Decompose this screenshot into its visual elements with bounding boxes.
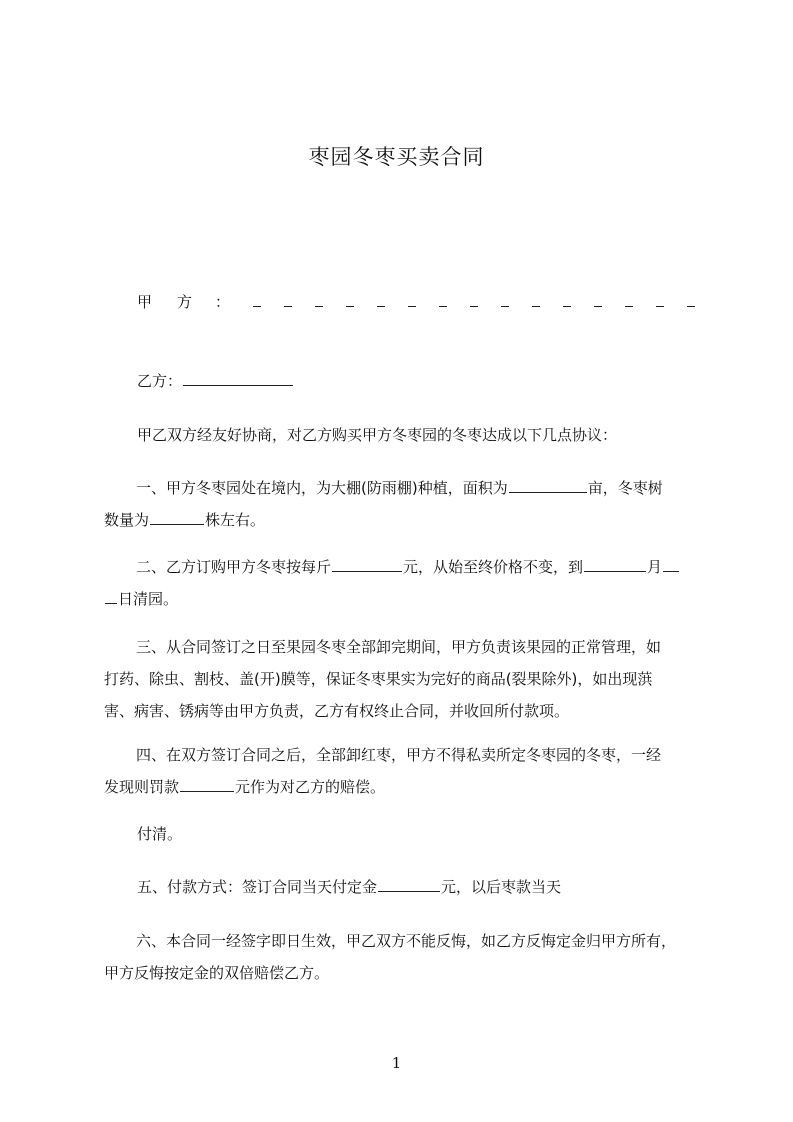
clause-3	[104, 631, 704, 727]
clause-5-text-b: 元，以后枣款当天	[441, 878, 562, 896]
clause-1-text-a: 一、甲方冬枣园处在境内，为大棚(防雨棚)种植，面积为	[136, 479, 508, 497]
clause-2-text-a: 二、乙方订购甲方冬枣按每斤	[136, 558, 332, 576]
clause-6	[104, 925, 704, 989]
party-b-line	[137, 365, 737, 397]
paid-line	[137, 818, 737, 850]
month-blank	[584, 556, 646, 572]
paid-text: 付清。	[137, 825, 183, 843]
clause-1	[104, 472, 704, 536]
intro-text: 甲乙双方经友好协商，对乙方购买甲方冬枣园的冬枣达成以下几点协议：	[137, 426, 618, 444]
area-blank	[509, 477, 587, 493]
tree-count-blank	[150, 509, 204, 525]
party-a-line	[137, 290, 705, 314]
clause-5	[137, 871, 737, 903]
clause-6-line-2: 甲方反悔按定金的双倍赔偿乙方。	[104, 964, 330, 982]
clause-2-text-c: 月	[647, 558, 663, 576]
deposit-blank	[378, 876, 440, 892]
clause-4-line-1: 四、在双方签订合同之后，全部卸红枣，甲方不得私卖所定冬枣园的冬枣，一经	[136, 746, 662, 764]
clause-2-text-d: 日清园。	[118, 590, 179, 608]
party-b-label: 乙方：	[137, 372, 183, 390]
page-number: 1	[391, 1054, 402, 1072]
party-b-blank	[183, 370, 293, 386]
party-a-blank	[253, 306, 705, 308]
day-blank-b	[105, 588, 117, 604]
clause-3-line-2: 打药、除虫、割枝、盖(开)膜等，保证冬枣果实为完好的商品(裂果除外)，如出现葓	[104, 670, 653, 688]
party-a-colon: ：	[215, 293, 231, 311]
clause-3-line-3: 害、病害、锈病等由甲方负责，乙方有权终止合同，并收回所付款项。	[104, 702, 570, 720]
clause-2	[104, 551, 704, 615]
clause-1-text-d: 株左右。	[205, 511, 266, 529]
clause-2-text-b: 元，从始至终价格不变，到	[403, 558, 584, 576]
penalty-blank	[180, 776, 234, 792]
day-blank-a	[663, 556, 679, 572]
clause-1-text-c: 数量为	[104, 511, 150, 529]
party-a-label: 甲方	[137, 293, 218, 311]
clause-4	[104, 739, 704, 803]
clause-5-text-a: 五、付款方式：签订合同当天付定金	[137, 878, 378, 896]
price-blank	[332, 556, 402, 572]
clause-4-text-b: 元作为对乙方的赔偿。	[235, 778, 386, 796]
clause-4-text-a: 发现则罚款	[104, 778, 180, 796]
clause-1-text-b: 亩，冬枣树	[587, 479, 663, 497]
clause-6-line-1: 六、本合同一经签字即日生效，甲乙双方不能反悔，如乙方反悔定金归甲方所有，	[136, 932, 677, 950]
intro-paragraph	[137, 419, 737, 451]
clause-3-line-1: 三、从合同签订之日至果园冬枣全部卸完期间，甲方负责该果园的正常管理，如	[136, 638, 662, 656]
document-title: 枣园冬枣买卖合同	[308, 145, 485, 169]
